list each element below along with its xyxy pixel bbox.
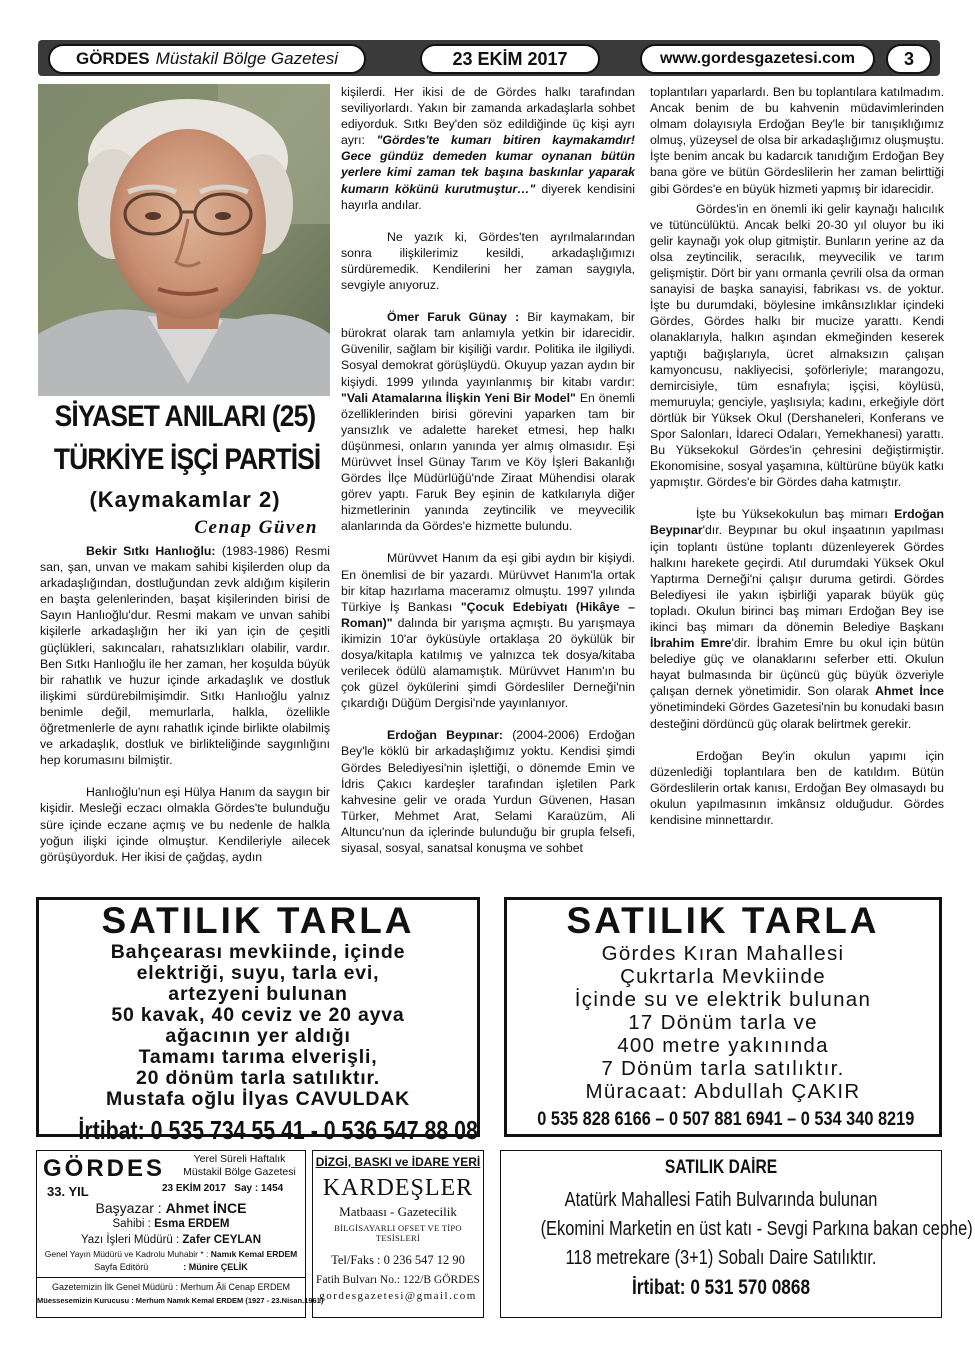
value: Namık Kemal ERDEM <box>210 1249 298 1259</box>
masthead-box <box>36 1150 324 1318</box>
classified-ad-land-right <box>504 897 942 1137</box>
ad-phone: İrtibat: 0 535 734 55 41 - 0 536 547 88 08 <box>78 1115 478 1145</box>
value: Zafer CEYLAN <box>182 1234 262 1246</box>
person-name: Ömer Faruk Günay : <box>387 310 520 325</box>
paragraph-text: 'dır. Beypınar bu okul inşaatının yapılması için toplantı üstüne toplantı düzenleyerek Gördes halkını harekete geçirdi. Atıl durumdaki Yüksek Okul Yaptırma Derneği'ni çalışır duruma getirdi. Gördes Belediyesi ile yakın işbirliği yaparak büyük güç topladı. Okulun birinci baş mimarı Erdoğan Bey ise ikinci baş mimarı da dönemin Belediye Başkanı <box>650 523 944 634</box>
paper-name: GÖRDES <box>75 49 150 68</box>
ad-line: ağacının yer aldığı <box>165 1025 351 1047</box>
ad-title: SATILIK TARLA <box>566 900 880 941</box>
paragraph <box>341 84 635 213</box>
label: Yazı İşleri Müdürü : <box>80 1234 180 1246</box>
website-link[interactable]: www.gordesgazetesi.com <box>640 44 875 74</box>
paragraph <box>40 543 330 768</box>
person-name: İbrahim Emre <box>650 636 732 651</box>
ad-line: artezyeni bulunan <box>168 983 348 1005</box>
ad-line: Tamamı tarıma elverişli, <box>138 1046 378 1068</box>
book-title: "Vali Atamalarına İlişkin Yeni Bir Model" <box>341 390 576 405</box>
label: Başyazar : <box>95 1200 162 1216</box>
article-headline: SİYASET ANILARI (25) <box>54 400 316 433</box>
paragraph: Hanlıoğlu'nun eşi Hülya Hanım da saygın bir kişidir. Mesleği eczacı olmakla Gördes'te bulunduğu süre içinde eczane açmış ve bu nedenle de halkla yoğun ilişki içinde olmuştur. Kendileriyle ailecek görüşüyorduk. Her ikisi de çağdaş, aydın <box>40 785 330 864</box>
paragraph-text: (2004-2006) Erdoğan Bey'le köklü bir arkadaşlığımız yoktu. Kendisi şimdi Gördes Belediyesi'nin işlettiği, o dönemde Emin ve İdris Çakıcı kardeşler tarafından işletilen Park kahvesine gelir ve orada Yurdun Güvenen, Hasan Türker, Mehmet Arat, Selami Karaüzüm, Ali Altuncu'nun da içlerinde bulunduğu bir grupla felsefi, siyasal, sosyal, sanatsal konuşma ve sohbet <box>341 728 635 856</box>
masthead-editor <box>37 1200 305 1216</box>
paragraph-text: yönetimindeki Gördes Gazetesi'nin bu konudaki basın desteğini dördüncü güç olarak belirtmek gerekir. <box>650 700 944 731</box>
paragraph <box>341 550 635 711</box>
printer-heading: DİZGİ, BASKI ve İDARE YERİ <box>315 1155 481 1169</box>
paragraph: Erdoğan Bey'in okulun yapımı için düzenlediği toplantılara ben de katıldım. Bütün Gördeslilerin ortak kanısı, Erdoğan Bey olmasaydı bu okulun yapılmasının imkânsız olduğudur. Gördes kendisine minnettardır. <box>650 748 944 828</box>
masthead-date-issue <box>162 1183 283 1194</box>
ad-line: 20 dönüm tarla satılıktır. <box>135 1067 381 1089</box>
paper-subtitle: Müstakil Bölge Gazetesi <box>155 49 339 68</box>
masthead-tagline <box>177 1153 302 1179</box>
article-column-2 <box>341 84 635 872</box>
sale-phone: İrtibat: 0 531 570 0868 <box>631 1276 811 1299</box>
sale-line: 118 metrekare (3+1) Sobalı Daire Satılıktır. <box>565 1247 877 1269</box>
sale-title: SATILIK DAİRE <box>664 1157 778 1178</box>
author-portrait <box>38 84 330 396</box>
printer-phone: Tel/Faks : 0 236 547 12 90 <box>331 1253 465 1267</box>
paragraph <box>650 506 944 731</box>
paragraph-text: En önemli özelliklerinden birisi görevini yaparken tam bir yansızlık ve adalette hareket etmesi, hep halkı düşünmesi, onların yanında yer almış olmasıdır. Eşi Mürüvvet İnsel Günay Tarım ve Köy İşleri Bakanlığı Gördes İlçe Müdürlüğü'nde Ziraat Mühendisi olarak görev yaptı. Faruk Bey eşinin de katkılarıyla diğer hizmetlerinin yanında zeytincilik ve meyvecilik alanlarında da Gördes'e hizmette bulundu. <box>341 390 635 534</box>
ad-line: Bahçearası mevkiinde, içinde <box>110 941 406 963</box>
founder-line: Gazetemizin İlk Genel Müdürü : Merhum Âli Cenap ERDEM <box>51 1282 291 1292</box>
ad-contact-name: Mustafa oğlu İlyas CAVULDAK <box>105 1088 411 1110</box>
paragraph: toplantıları yaparlardı. Ben bu toplantılara katılmadım. Ancak benim de bu kahvenin müdavimlerinden olmam dolayısıyla Erdoğan Bey'le bir tanışıklığımız olmuş, yüzeysel de olsa bir arkadaşlığımız oluşmuştu. İşte benim ancak bu kadarcık tanıdığım Erdoğan Bey bana göre ve bütün Gördeslilerin her zaman belirttiği gibi Gördes'e en büyük hizmeti yapmış bir idarecidir. <box>650 85 944 196</box>
sale-line: Atatürk Mahallesi Fatih Bulvarında bulunan <box>564 1189 878 1211</box>
paragraph: Gördes'in en önemli iki gelir kaynağı halıcılık ve tütüncülüktü. Ancak belki 20-30 yıl oluyor bu iki gelir kaynağı yok olup gitmiştir. Bunların yerine az da olsa zeytincilik, seracılık, meyvecilik ve tarım gelişmiştir. Dört bir yanı ormanla çevrili olsa da orman sanayisi de başka sanayisi, fabrikası vs. de yoktur. İşte bu durumdaki, böylesine imkânsızlıklar içindeki Gördes, Gördes halkı bir mucize yarattı. Kendi olanaklarıyla, halkın aşından ekmeğinden keserek yaptığı bağışlarıyla, ücret almaksızın çalışan kamyoncusu, nakliyecisi, şoförleriyle; marangozu, demircisiyle, tüm esnafıyla; işçisi, köylüsü, memuruyla; genciyle, yaşlısıyla; kadını, erkeğiyle dört dörtlük bir Yüksek Okul (Dershaneleri, Konferans ve Spor Salonları, İdareci Odaları, Yemekhanesi) yarattı. Bu Yüksekokul Gördes'in çehresini değiştirmiştir. Ekonomisine, sosyal yaşamına, kültürüne büyük katkı yapmıştır. Gördes'e bir Gördes daha katmıştır. <box>650 201 944 490</box>
founder-line: Müessesemizin Kurucusu : Merhum Namık Kemal ERDEM (1927 - 23.Nisan.1961) <box>37 1296 324 1305</box>
ad-title: SATILIK TARLA <box>101 900 415 941</box>
ad-line: 50 kavak, 40 ceviz ve 20 ayva <box>111 1004 405 1026</box>
ad-line: elektriği, suyu, tarla evi, <box>136 962 380 984</box>
article-author: Cenap Güven <box>194 517 318 538</box>
paragraph-text: İşte bu Yüksekokulun baş mimarı <box>696 507 895 522</box>
value: : Münire ÇELİK <box>183 1262 248 1272</box>
article-column-3 <box>650 84 944 844</box>
page-number: 3 <box>886 44 932 74</box>
value: Esma ERDEM <box>154 1218 230 1230</box>
paragraph-text: (1983-1986) Resmi san, şan, unvan ve makam sahibi kişilerden olup da arkadaşlığından, dostluğundan zevk aldığım kişilerin en başta gelenlerinden, başat kişilerinden birisi de Sayın Hanlıoğlu'dur. Resmi makam ve unvan sahibi kişilerle arkadaşlığın her iki yan için de çeşitli güçlükleri, sakıncaları, rahatsızlıkları olabilir, vardır. Ben Sıtkı Hanlıoğlu ile her zaman, her koşulda büyük bir rahatlık ve huzur içinde arkadaşlık ve dostluk ilişkimi sürdürebilmişimdir. Sıtkı Hanlıoğlu yalnız benimle değil, memurlarla, halkla, özellikle öğretmenlerle de aynı rahatlık içinde birlikte olabilmiş ve arkadaşlık, dostluk ve birlikteliğinde saygınlığını hep korumasını bilmiştir. <box>40 544 330 768</box>
printer-info-box <box>312 1150 484 1318</box>
masthead-owner <box>37 1218 305 1230</box>
issue-date: 23 EKİM 2017 <box>420 44 600 74</box>
printer-sub: BİLGİSAYARLI OFSET VE TİPO TESİSLERİ <box>334 1223 462 1243</box>
masthead-manager <box>37 1234 305 1246</box>
paragraph <box>341 309 635 534</box>
paragraph-text: 'dir. İbrahim Emre bu okul için bütün belediye güç ve olanaklarını seferber etti. Okulun hayat bulmasında bir üçüncü güç büyük özveriyle çalışan dernek yönetimidir. Son olarak <box>650 636 945 699</box>
label: Sayfa Editörü <box>94 1262 149 1272</box>
article-column-1 <box>40 543 330 881</box>
paragraph-text: Bir kaymakam, bir bürokrat olarak tam anlamıyla yetkin bir idarecidir. Güvenilir, sağlam bir kişiliği vardır. Politika ile ilgiliydi. Sosyal demokrat görüşlüydü. Okuyup yazan aydın bir kişiydi. 1999 yılında yayınlanmış bir kitabı vardır: <box>341 310 635 389</box>
masthead-logo: GÖRDES <box>43 1155 166 1182</box>
masthead-year: 33. YIL <box>47 1184 89 1199</box>
masthead-date: 23 EKİM 2017 <box>162 1183 226 1194</box>
article-subheadline: TÜRKİYE İŞÇİ PARTİSİ <box>53 443 321 476</box>
value: Ahmet İNCE <box>165 1200 247 1216</box>
ad-phone: 0 535 828 6166 – 0 507 881 6941 – 0 534 340 8219 <box>537 1109 915 1130</box>
paragraph <box>341 727 635 856</box>
person-name: Ahmet İnce <box>874 684 944 699</box>
paragraph-text: diyerek kendisini hayırla andılar. <box>341 181 635 212</box>
ad-line: İçinde su ve elektrik bulunan <box>574 988 872 1011</box>
classified-ad-land-left <box>36 897 480 1145</box>
paragraph: Ne yazık ki, Gördes'ten ayrılmalarından sonra ilişkilerimiz kesildi, arkadaşlığımızı sürdüremedik. Kendilerini her zaman saygıyla, sevgiyle anıyoruz. <box>341 229 635 293</box>
printer-address: Fatih Bulvarı No.: 122/B GÖRDES <box>316 1274 480 1286</box>
masthead-general-manager <box>37 1249 305 1259</box>
ad-contact-name: Müracaat: Abdullah ÇAKIR <box>585 1080 861 1103</box>
ad-line: Çukrtarla Mevkiinde <box>620 965 826 988</box>
masthead-issue: Say : 1454 <box>234 1183 284 1194</box>
label: Genel Yayın Müdürü ve Kadrolu Muhabir * : <box>44 1249 209 1259</box>
label: Sahibi : <box>112 1218 151 1230</box>
sale-line: (Ekomini Marketin en üst katı - Sevgi Parkına bakan cephe) <box>540 1218 973 1240</box>
paragraph-text: dalında bir yarışma açmıştı. Bu yarışmaya ikimizin 10'ar öyküsüyle ortaklaşa 20 öykülük bir dosya/kitapla katılmış ve yalnızca tek dosya/kitaba verilecek ödülü alamamıştık. Mürüvvet Hanım'ın bu çok güzel öykülerini şimdi Gördesliler Derneği'nin çıkardığı Düğüm Dergisi'nde yayınlanıyor. <box>341 615 635 711</box>
paper-name-pill <box>48 44 366 74</box>
masthead-page-editor <box>37 1262 305 1272</box>
printer-email[interactable]: gordesgazetesi@gmail.com <box>319 1290 477 1302</box>
masthead-founders <box>37 1277 324 1307</box>
paragraph-text: Mürüvvet Hanım da eşi gibi aydın bir kişiydi. En önemlisi de bir yazardı. Mürüvvet Hanım'la ortak bir kitap hazırlama maceramız olmuştu. 1997 yılında Türkiye İş Bankası <box>341 551 635 614</box>
quote: "Gördes'te kumarı bitiren kaymakamdır! Gece gündüz demeden kumar oynanan bütün yerlere kimi zaman tek başına baskınlar yaparak kumarın kökünü kurutmuştur…" <box>341 133 635 196</box>
ad-line: 17 Dönüm tarla ve <box>628 1011 818 1034</box>
ad-line: 7 Dönüm tarla satılıktır. <box>601 1057 845 1080</box>
article-section-title: (Kaymakamlar 2) <box>89 487 281 512</box>
ad-line: 400 metre yakınında <box>617 1034 829 1057</box>
book-title: "Çocuk Edebiyatı (Hikâye – Roman)" <box>341 599 636 630</box>
tagline-line: Müstakil Bölge Gazetesi <box>183 1166 296 1178</box>
ad-line: Gördes Kıran Mahallesi <box>601 942 845 965</box>
printer-type: Matbaası - Gazetecilik <box>339 1204 457 1219</box>
author-photo <box>38 84 330 396</box>
tagline-line: Yerel Süreli Haftalık <box>193 1153 286 1165</box>
person-name: Bekir Sıtkı Hanlıoğlu: <box>86 544 216 558</box>
paragraph-text: kişilerdi. Her ikisi de de Gördes halkı tarafından seviliyorlardı. Yakın bir zamanda arkadaşlarla sohbet ediyorduk. Sıtkı Bey'den söz edildiğinde üç kişi ayrı ayrı: <box>341 85 635 148</box>
printer-name: KARDEŞLER <box>322 1175 474 1201</box>
person-name: Erdoğan Beypınar <box>650 507 944 538</box>
person-name: Erdoğan Beypınar: <box>387 728 503 743</box>
apartment-sale-ad <box>500 1150 973 1318</box>
